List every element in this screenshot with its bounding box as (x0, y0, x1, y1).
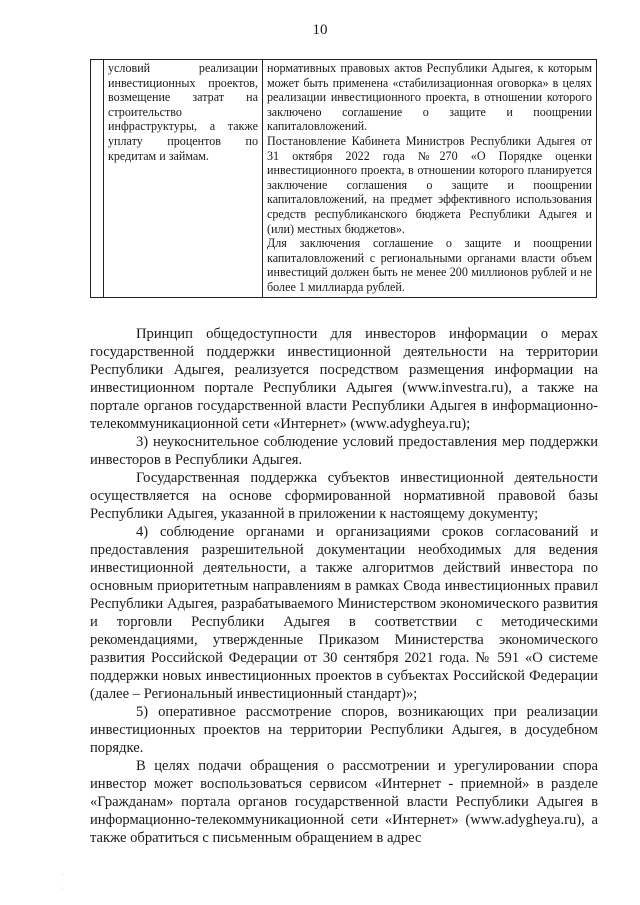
body-paragraph: 3) неукоснительное соблюдение условий предоставления мер поддержки инвесторов в Республики Адыгея. (90, 434, 598, 468)
document-body (90, 325, 598, 847)
table-cell-paragraph: Для заключения соглашение о защите и поощрении капиталовложений с региональными органами власти объем инвестиций должен быть не менее 200 миллионов рублей и не более 1 миллиарда рублей. (267, 236, 592, 294)
table-cell-paragraph: нормативных правовых актов Республики Адыгея, к которым может быть применена «стабилизационная оговорка» в целях реализации инвестиционного проекта, в отношении которого заключено соглашение о защите и поощрении капиталовложений. (267, 61, 592, 134)
table-cell-empty (91, 60, 104, 298)
table-row (91, 60, 597, 298)
scan-speck: · (62, 872, 64, 878)
scan-speck: · (62, 886, 64, 892)
measures-table (90, 59, 597, 298)
table-cell-legal-acts (263, 60, 597, 298)
table-cell-paragraph: Постановление Кабинета Министров Республики Адыгея от 31 октября 2022 года №270 «О Порядке оценки инвестиционного проекта, в отношении которого планируется заключение соглашения о защите и поощрении капиталовложений, на предмет эффективного использования средств республиканского бюджета Республики Адыгея и (или) местных бюджетов». (267, 133, 592, 236)
body-paragraph: 5) оперативное рассмотрение споров, возникающих при реализации инвестиционных проектов на территории Республики Адыгея, в досудебном порядке. (90, 704, 598, 756)
body-paragraph: В целях подачи обращения о рассмотрении и урегулировании спора инвестор может воспользоваться сервисом «Интернет - приемной» в разделе «Гражданам» портала органов государственной власти Республики Адыгея в информационно-телекоммуникационной сети «Интернет» (www.adygheya.ru), а также обратиться с письменным обращением в адрес (90, 758, 598, 846)
table-cell-conditions (104, 60, 263, 298)
body-paragraph: Принцип общедоступности для инвесторов информации о мерах государственной поддержки инвестиционной деятельности на территории Республики Адыгея, реализуется посредством размещения информации на инвестиционном портале Республики Адыгея (www.investra.ru), а также на портале органов государственной власти Республики Адыгея в информационно-телекоммуникационной сети «Интернет» (www.adygheya.ru); (90, 326, 598, 432)
body-paragraph: 4) соблюдение органами и организациями сроков согласований и предоставления разрешительной документации необходимых для ведения инвестиционной деятельности, а также алгоритмов действий инвестора по основным приоритетным направлениям в рамках Свода инвестиционных правил Республики Адыгея, разрабатываемого Министерством экономического развития и торговли Республики Адыгея в соответствии с методическими рекомендациями, утвержденные Приказом Министерства экономического развития Российской Федерации от 30 сентября 2021 года. № 591 «О системе поддержки новых инвестиционных проектов в субъектах Российской Федерации (далее – Региональный инвестиционный стандарт)»; (90, 524, 598, 702)
table-cell-text: условий реализации инвестиционных проектов, возмещение затрат на строительство инфраструктуры, а также уплату процентов по кредитам и займам. (108, 61, 258, 163)
body-paragraph: Государственная поддержка субъектов инвестиционной деятельности осуществляется на основе сформированной нормативной правовой базы Республики Адыгея, указанной в приложении к настоящему документу; (90, 470, 598, 522)
page-number: 10 (312, 22, 328, 38)
